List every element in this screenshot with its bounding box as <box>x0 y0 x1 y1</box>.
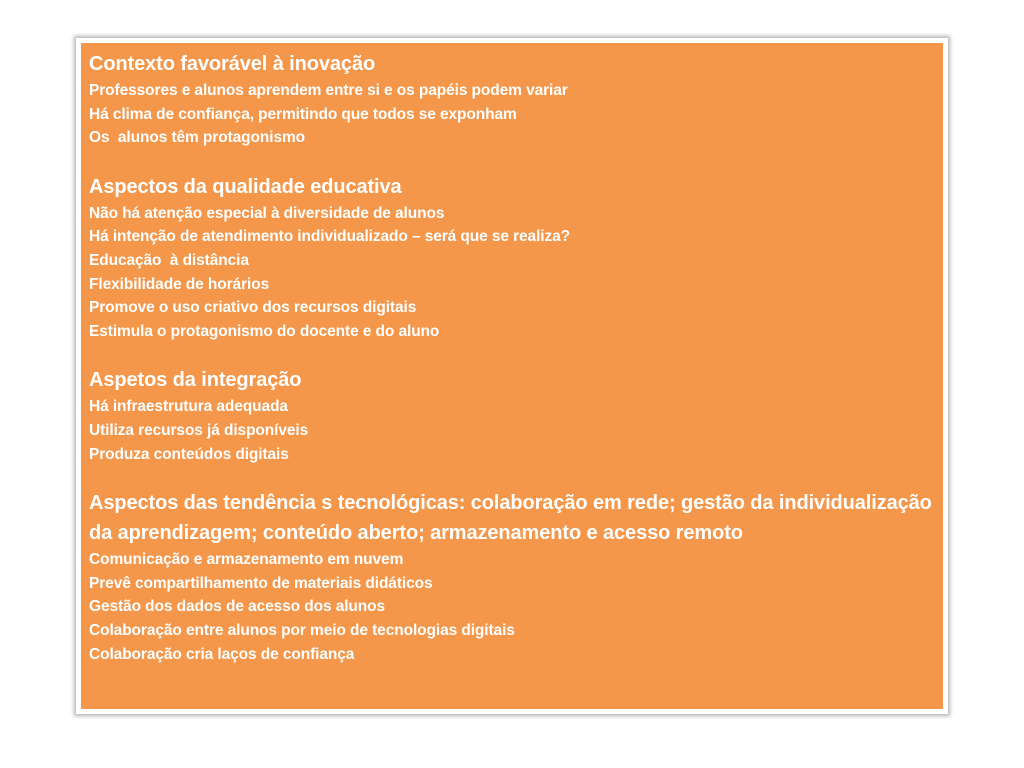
section-heading: Aspetos da integração <box>89 369 302 392</box>
section-item: Há clima de confiança, permitindo que todos se exponham <box>89 105 517 123</box>
section-item: Produza conteúdos digitais <box>89 445 289 463</box>
section-item: Colaboração cria laços de confiança <box>89 645 355 663</box>
section-item: Promove o uso criativo dos recursos digitais <box>89 299 417 317</box>
section-item: Gestão dos dados de acesso dos alunos <box>89 598 386 616</box>
content-card <box>76 38 948 714</box>
section-item: Colaboração entre alunos por meio de tecnologias digitais <box>89 621 515 639</box>
section-heading: Aspectos da qualidade educativa <box>89 175 402 198</box>
section-item: Há infraestrutura adequada <box>89 398 288 416</box>
section-heading: Contexto favorável à inovação <box>89 53 376 75</box>
section-item: Utiliza recursos já disponíveis <box>89 421 309 439</box>
section-item: Professores e alunos aprendem entre si e os papéis podem variar <box>89 82 568 99</box>
section-item: Não há atenção especial à diversidade de alunos <box>89 204 445 222</box>
section-qualidade <box>89 172 935 344</box>
section-contexto <box>89 49 935 150</box>
section-item: Comunicação e armazenamento em nuvem <box>89 551 404 569</box>
section-item: Prevê compartilhamento de materiais didáticos <box>89 574 433 592</box>
section-item: Há intenção de atendimento individualizado – será que se realiza? <box>89 228 571 246</box>
section-item: Educação à distância <box>89 251 249 269</box>
section-item: Estimula o protagonismo do docente e do aluno <box>89 322 440 340</box>
section-integracao <box>89 365 935 466</box>
section-item: Flexibilidade de horários <box>89 275 270 293</box>
section-tendencias <box>89 488 935 666</box>
section-item: Os alunos têm protagonismo <box>89 129 306 147</box>
section-heading: Aspectos das tendência s tecnológicas: colaboração em rede; gestão da individualização da aprendizagem; conteúdo aberto; armazenamento e acesso remoto <box>89 492 932 545</box>
